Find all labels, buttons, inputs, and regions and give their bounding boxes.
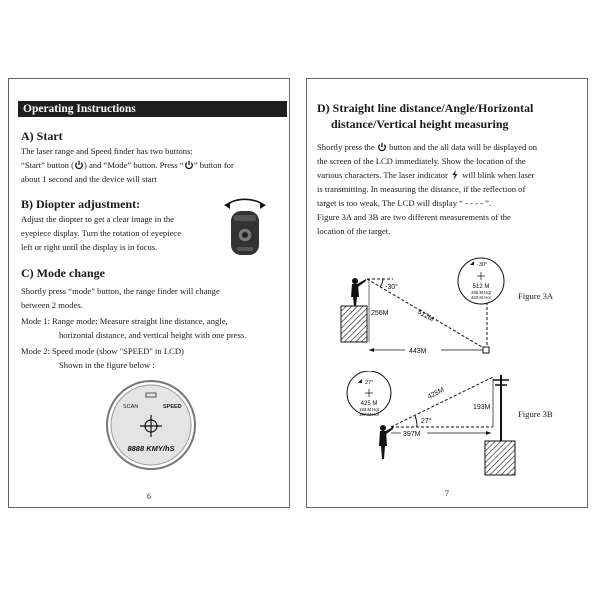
laser-indicator-icon xyxy=(450,170,460,180)
lcd-scan-label: SCAN xyxy=(123,404,139,410)
slant-distance-label: 425M xyxy=(426,386,446,401)
measuring-text-5: target is too weak, The LCD will display “ - - - - ”. xyxy=(317,198,492,208)
mode-text-3: Mode 1: Range mode; Measure straight line distance, angle, xyxy=(21,316,228,326)
building-icon xyxy=(485,441,515,475)
diopter-text-1: Adjust the diopter to get a clear image in the xyxy=(21,214,174,224)
right-page xyxy=(306,78,588,508)
reading-inset xyxy=(347,371,391,417)
observer-icon xyxy=(379,425,393,459)
svg-text:256 M Hgt: 256 M Hgt xyxy=(471,290,491,295)
measuring-heading-line-1: D) Straight line distance/Angle/Horizontal xyxy=(317,101,534,115)
eyepiece-illustration xyxy=(219,193,271,259)
building-icon xyxy=(341,306,367,342)
lcd-speed-readout: 8888 KMY/hS xyxy=(127,444,175,453)
figure-3b-label: Figure 3B xyxy=(518,409,553,419)
svg-text:443 M Hor: 443 M Hor xyxy=(470,295,492,300)
page-number: 6 xyxy=(147,492,151,501)
slant-line xyxy=(391,377,493,427)
horizontal-distance-label: 397M xyxy=(403,431,421,438)
target-icon xyxy=(483,347,489,353)
svg-text:193 M Hgt: 193 M Hgt xyxy=(359,407,379,412)
measuring-text-4: is transmitting. In measuring the distance, if the reflection of xyxy=(317,184,526,194)
start-heading: A) Start xyxy=(21,129,63,143)
horizontal-distance-label: 443M xyxy=(409,348,427,355)
start-text-1: The laser range and Speed finder has two buttons: xyxy=(21,146,193,156)
measuring-text-1: Shortly press the button and the all data will be displayed on xyxy=(317,142,538,152)
lcd-display-illustration xyxy=(105,379,197,471)
section-banner: Operating Instructions xyxy=(18,101,287,117)
power-icon xyxy=(184,160,194,170)
start-text-2: “Start” button ( ) and “Mode” button. Press “ ” button for xyxy=(21,160,234,170)
angle-label: -30° xyxy=(385,284,398,291)
figure-3a-diagram xyxy=(333,251,533,361)
figure-3a-label: Figure 3A xyxy=(518,291,554,301)
mode-text-2: between 2 modes. xyxy=(21,300,83,310)
measuring-text-7: location of the target. xyxy=(317,226,391,236)
measuring-text-3: various characters. The laser indicator will blink when laser xyxy=(317,170,535,180)
diopter-text-3: left or right until the display is in focus. xyxy=(21,242,158,252)
left-page xyxy=(8,78,290,508)
svg-text:512 M: 512 M xyxy=(472,284,490,290)
mode-text-6: Shown in the figure below : xyxy=(59,360,155,370)
mode-heading: C) Mode change xyxy=(21,266,105,280)
svg-text:397 M Hor: 397 M Hor xyxy=(358,412,380,417)
power-icon xyxy=(377,142,387,152)
diopter-text-2: eyepiece display. Turn the rotation of eyepiece xyxy=(21,228,182,238)
start-text-3: about 1 second and the device will start xyxy=(21,174,157,184)
angle-label: 27° xyxy=(421,418,432,425)
power-icon xyxy=(74,160,84,170)
mode-text-4: horizontal distance, and vertical height with one press. xyxy=(59,330,247,340)
measuring-text-2: the screen of the LCD immediately. Show the location of the xyxy=(317,156,526,166)
mode-text-5: Mode 2: Speed mode (show "SPEED" in LCD) xyxy=(21,346,184,356)
svg-text:425 M: 425 M xyxy=(360,401,378,407)
svg-text:-30°: -30° xyxy=(477,262,488,268)
observer-icon xyxy=(351,278,366,306)
page-number: 7 xyxy=(445,489,449,498)
measuring-text-6: Figure 3A and 3B are two different measurements of the xyxy=(317,212,511,222)
svg-text:27°: 27° xyxy=(365,380,374,386)
height-label: 256M xyxy=(371,310,389,317)
diopter-heading: B) Diopter adjustment: xyxy=(21,197,141,211)
utility-pole-icon xyxy=(493,375,509,441)
height-label: 193M xyxy=(473,404,491,411)
mode-text-1: Shortly press “mode” button, the range finder will change xyxy=(21,286,220,296)
slant-distance-label: 512M xyxy=(416,308,435,324)
lcd-speed-label: SPEED xyxy=(163,404,182,410)
measuring-heading-line-2: distance/Vertical height measuring xyxy=(331,117,509,131)
reading-inset xyxy=(458,258,504,304)
figure-3b-diagram xyxy=(333,371,533,483)
